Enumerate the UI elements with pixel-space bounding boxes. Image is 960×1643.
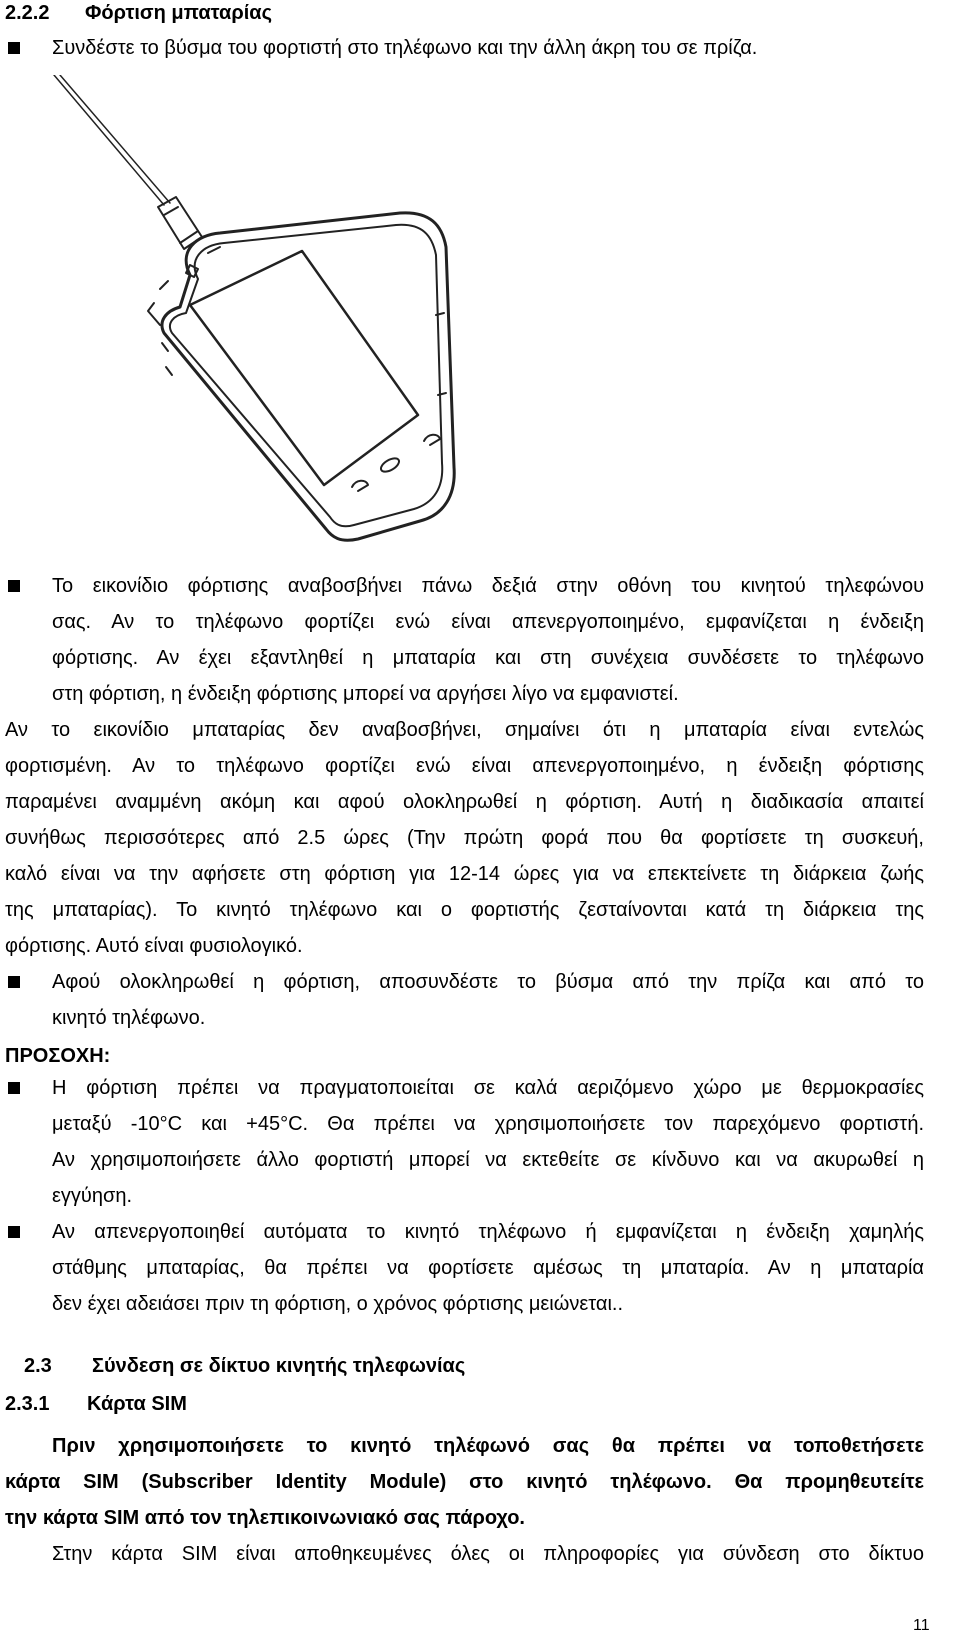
- paragraph-sim-info: Στην κάρτα SIM είναι αποθηκευμένες όλες οι πληροφορίες για σύνδεση στο δίκτυο: [52, 1543, 924, 1565]
- section-number: 2.3.1: [5, 1393, 50, 1415]
- bullet-low-battery: Αν απενεργοποιηθεί αυτόματα το κινητό τηλέφωνο ή εμφανίζεται η ένδειξη χαμηλής στάθμης μπαταρίας, θα πρέπει να φορτίσετε αμέσως τη μπαταρία. Αν η μπαταρία δεν έχει αδειάσει πριν τη φόρτιση, ο χρόνος φόρτισης μειώνεται..: [52, 1221, 924, 1315]
- bullet-charging-icon: Το εικονίδιο φόρτισης αναβοσβήνει πάνω δεξιά στην οθόνη του κινητού τηλεφώνου σας. Αν το τηλέφωνο φορτίζει ενώ είναι απενεργοποιημένο, εμφανίζεται η ένδειξη φόρτισης. Αν έχει εξαντληθεί η μπαταρία και στη συνέχεια συνδέσετε το τηλέφωνο στη φόρτιση, η ένδειξη φόρτισης μπορεί να αργήσει λίγο να εμφανιστεί.: [52, 575, 924, 705]
- bullet-temperature: Η φόρτιση πρέπει να πραγματοποιείται σε καλά αεριζόμενο χώρο με θερμοκρασίες μεταξύ -10°C και +45°C. Θα πρέπει να χρησιμοποιήσετε τον παρεχόμενο φορτιστή. Αν χρησιμοποιήσετε άλλο φορτιστή μπορεί να εκτεθείτε σε κίνδυνο και να ακυρωθεί η εγγύηση.: [52, 1077, 924, 1207]
- section-title: Κάρτα SIM: [87, 1393, 187, 1415]
- bullet-marker: [8, 42, 20, 54]
- paragraph-fully-charged: Αν το εικονίδιο μπαταρίας δεν αναβοσβήνει, σημαίνει ότι η μπαταρία είναι εντελώς φορτισμένη. Αν το τηλέφωνο φορτίζει ενώ είναι απενεργοποιημένο, η ένδειξη φόρτισης παραμένει αναμμένη ακόμη και αφού ολοκληρωθεί η φόρτιση. Αυτή η διαδικασία απαιτεί συνήθως περισσότερες από 2.5 ώρες (Την πρώτη φορά που θα φορτίσετε τη συσκευή, καλό είναι να την αφήσετε στη φόρτιση για 12-14 ώρες για να επεκτείνετε τη διάρκεια ζωής της μπαταρίας). Το κινητό τηλέφωνο και ο φορτιστής ζεσταίνονται κατά τη διάρκεια της φόρτισης. Αυτό είναι φυσιολογικό.: [5, 719, 924, 957]
- bullet-marker: [8, 976, 20, 988]
- page-number: 11: [913, 1617, 930, 1634]
- bullet-disconnect: Αφού ολοκληρωθεί η φόρτιση, αποσυνδέστε το βύσμα από την πρίζα και από το κινητό τηλέφωνο.: [52, 971, 924, 1029]
- section-title: Φόρτιση μπαταρίας: [85, 2, 272, 24]
- bullet-marker: [8, 1082, 20, 1094]
- bullet-connect-charger: Συνδέστε το βύσμα του φορτιστή στο τηλέφωνο και την άλλη άκρη του σε πρίζα.: [52, 37, 758, 59]
- section-heading-2-2-2: [5, 0, 272, 26]
- phone-charging-illustration: [40, 75, 520, 575]
- section-heading-2-3: [24, 1353, 465, 1379]
- warning-label: ΠΡΟΣΟΧΗ:: [5, 1045, 111, 1067]
- section-heading-2-3-1: [5, 1391, 187, 1417]
- section-number: 2.2.2: [5, 2, 50, 24]
- paragraph-sim-required: Πριν χρησιμοποιήσετε το κινητό τηλέφωνό σας θα πρέπει να τοποθετήσετε κάρτα SIM (Subscriber Identity Module) στο κινητό τηλέφωνο. Θα προμηθευτείτε την κάρτα SIM από τον τηλεπικοινωνιακό σας πάροχο.: [5, 1435, 924, 1529]
- bullet-marker: [8, 1226, 20, 1238]
- bullet-marker: [8, 580, 20, 592]
- section-title: Σύνδεση σε δίκτυο κινητής τηλεφωνίας: [92, 1355, 466, 1377]
- section-number: 2.3: [24, 1355, 52, 1377]
